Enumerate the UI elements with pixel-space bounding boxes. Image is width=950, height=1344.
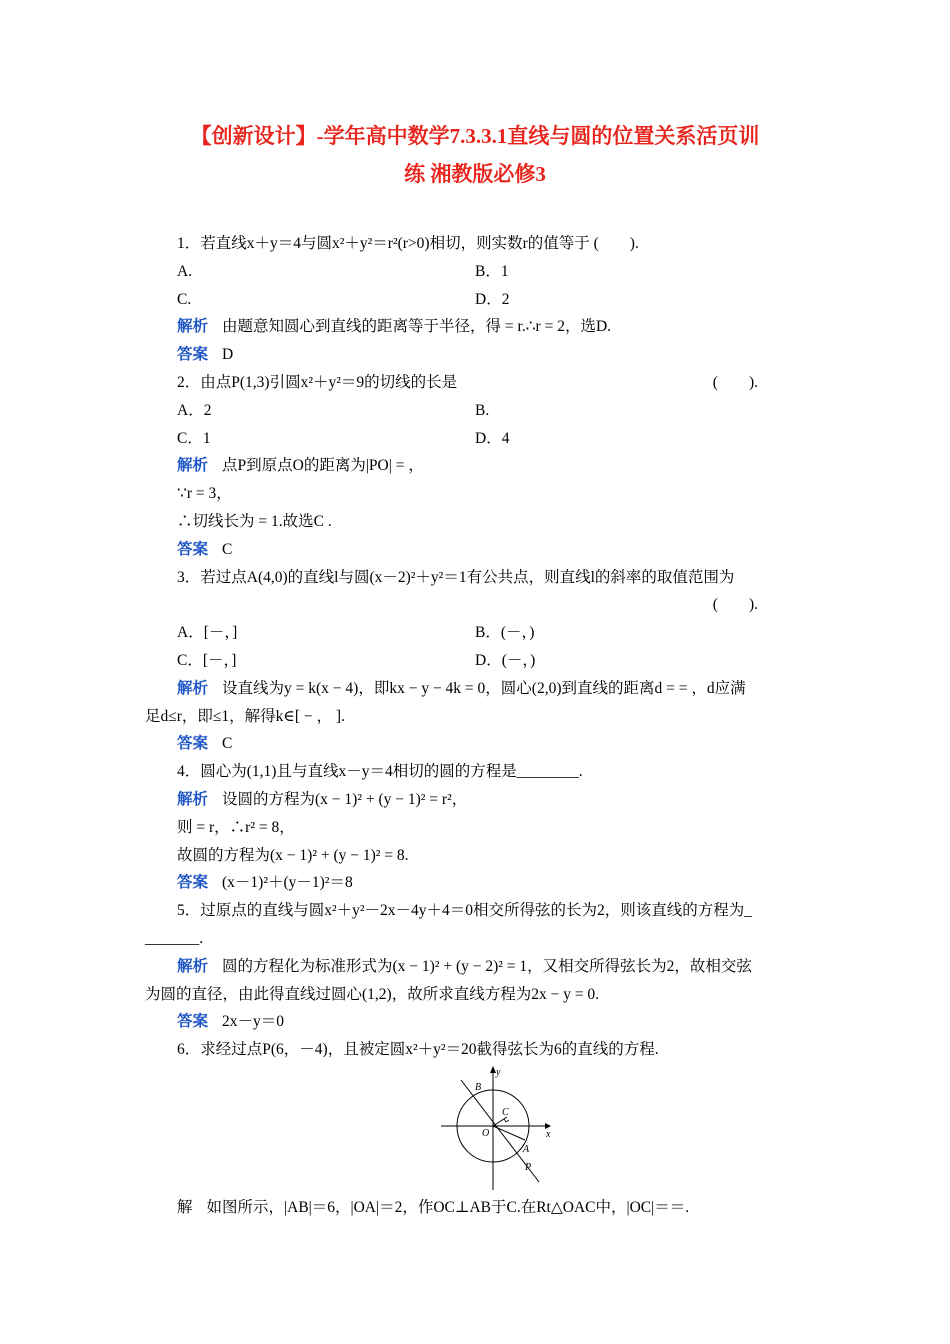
q3-analysis-line-2: 足d≤r，即≤1，解得k∈[ − ， ]. [145, 707, 345, 725]
q2-option-d: D．4 [475, 429, 510, 447]
q3-option-c: C．[－，] [177, 651, 237, 669]
q3-options-row2 [145, 647, 810, 675]
segment-oa [493, 1126, 525, 1140]
label-a: A [523, 1143, 530, 1155]
document-body [145, 230, 810, 1222]
q5-answer-text: 2x－y＝0 [222, 1013, 285, 1031]
q4-analysis-text-1: 设圆的方程为(x − 1)² + (y − 1)² = r²， [222, 790, 468, 808]
q3-bracket: ( ). [712, 596, 758, 614]
q2-answer-text: C [222, 540, 233, 558]
q3-option-d: D．(－，) [475, 651, 536, 669]
q6-stem: 6．求经过点P(6，－4)，且被定圆x²＋y²＝20截得弦长为6的直线的方程. [177, 1041, 659, 1059]
q1-options-row1 [145, 258, 810, 286]
q2-stem-row [145, 369, 810, 397]
q3-analysis [145, 675, 810, 703]
q3-stem: 3．若过点A(4,0)的直线l与圆(x－2)²＋y²＝1有公共点，则直线l的斜率的取值范围为 [177, 568, 735, 586]
q4-answer [145, 869, 810, 897]
q3-option-b: B．(－，) [475, 624, 535, 642]
q1-options-row2 [145, 286, 810, 314]
label-x: x [546, 1128, 551, 1140]
label-y: y [496, 1066, 501, 1078]
q4-answer-text: (x－1)²＋(y－1)²＝8 [222, 874, 353, 892]
q2-options-row2 [145, 425, 810, 453]
q1-analysis [145, 313, 810, 341]
q2-option-c: C．1 [177, 429, 211, 447]
label-o: O [482, 1127, 490, 1139]
q3-bracket-row [145, 591, 810, 619]
q1-option-d: D．2 [475, 290, 510, 308]
answer-label: 答案 [177, 346, 209, 364]
q2-option-a: A．2 [177, 401, 212, 419]
q4-stem: 4．圆心为(1,1)且与直线x－y＝4相切的圆的方程是________. [177, 763, 583, 781]
q3-answer-text: C [222, 735, 233, 753]
analysis-label: 解析 [177, 679, 209, 697]
document-title [140, 117, 810, 193]
answer-label: 答案 [177, 1013, 209, 1031]
q1-answer-text: D [222, 346, 234, 364]
q5-analysis [145, 953, 810, 981]
q2-stem: 2．由点P(1,3)引圆x²＋y²＝9的切线的长是 [177, 373, 458, 391]
analysis-label: 解析 [177, 790, 209, 808]
q1-option-a: A. [177, 262, 193, 280]
right-angle-mark [504, 1119, 509, 1122]
q6-solution-text: 如图所示，|AB|＝6，|OA|＝2，作OC⊥AB于C.在Rt△OAC中，|OC|＝＝. [206, 1198, 690, 1216]
circle-line-figure [145, 1064, 810, 1194]
solution-label: 解 [177, 1198, 193, 1216]
q2-analysis [145, 452, 810, 480]
title-line-1: 【创新设计】-学年高中数学7.3.3.1直线与圆的位置关系活页训 [190, 124, 760, 148]
q5-stem-line-2: _______. [145, 929, 204, 947]
q5-analysis-text-1: 圆的方程化为标准形式为(x − 1)² + (y − 2)² = 1，又相交所得弦长为2，故相交弦 [222, 957, 752, 975]
q3-options-row1 [145, 619, 810, 647]
q4-analysis-line-2: 则 = r，∴r² = 8， [177, 818, 295, 836]
q2-option-b: B. [475, 401, 490, 419]
q1-stem: 1．若直线x＋y＝4与圆x²＋y²＝r²(r>0)相切，则实数r的值等于 ( ). [177, 235, 639, 252]
q1-option-b: B．1 [475, 262, 509, 280]
q2-analysis-line-3: ∴切线长为 = 1.故选C . [177, 512, 332, 530]
q2-options-row1 [145, 397, 810, 425]
analysis-label: 解析 [177, 957, 209, 975]
q1-analysis-text: 由题意知圆心到直线的距离等于半径，得 = r.∴r = 2，选D. [222, 318, 612, 336]
q3-answer [145, 730, 810, 758]
label-p: P [525, 1161, 532, 1173]
q5-analysis-line-2: 为圆的直径，由此得直线过圆心(1,2)，故所求直线方程为2x − y = 0. [145, 985, 600, 1003]
q5-answer [145, 1008, 810, 1036]
q2-bracket: ( ). [712, 373, 758, 391]
q5-stem-line-1: 5．过原点的直线与圆x²＋y²－2x－4y＋4＝0相交所得弦的长为2，则该直线的方程为_ [177, 902, 753, 920]
figure-svg [435, 1066, 551, 1192]
label-c: C [502, 1106, 509, 1118]
q1-option-c: C. [177, 290, 192, 308]
analysis-label: 解析 [177, 457, 209, 475]
segment-oc [493, 1117, 507, 1126]
label-b: B [475, 1081, 482, 1093]
answer-label: 答案 [177, 540, 209, 558]
q2-analysis-line-2: ∵r = 3， [177, 485, 232, 503]
answer-label: 答案 [177, 735, 209, 753]
q3-option-a: A．[－，] [177, 624, 238, 642]
q2-answer [145, 536, 810, 564]
q2-analysis-text-1: 点P到原点O的距离为|PO| = ， [222, 457, 424, 475]
q4-analysis [145, 786, 810, 814]
q1-answer [145, 341, 810, 369]
q3-analysis-text-1: 设直线为y = k(x − 4)，即kx − y − 4k = 0，圆心(2,0)到直线的距离d = = ，d应满 [222, 679, 746, 697]
analysis-label: 解析 [177, 318, 209, 336]
answer-label: 答案 [177, 874, 209, 892]
q6-solution [145, 1194, 810, 1222]
title-line-2: 练 湘教版必修3 [404, 162, 546, 186]
q4-analysis-line-3: 故圆的方程为(x − 1)² + (y − 1)² = 8. [177, 846, 409, 864]
